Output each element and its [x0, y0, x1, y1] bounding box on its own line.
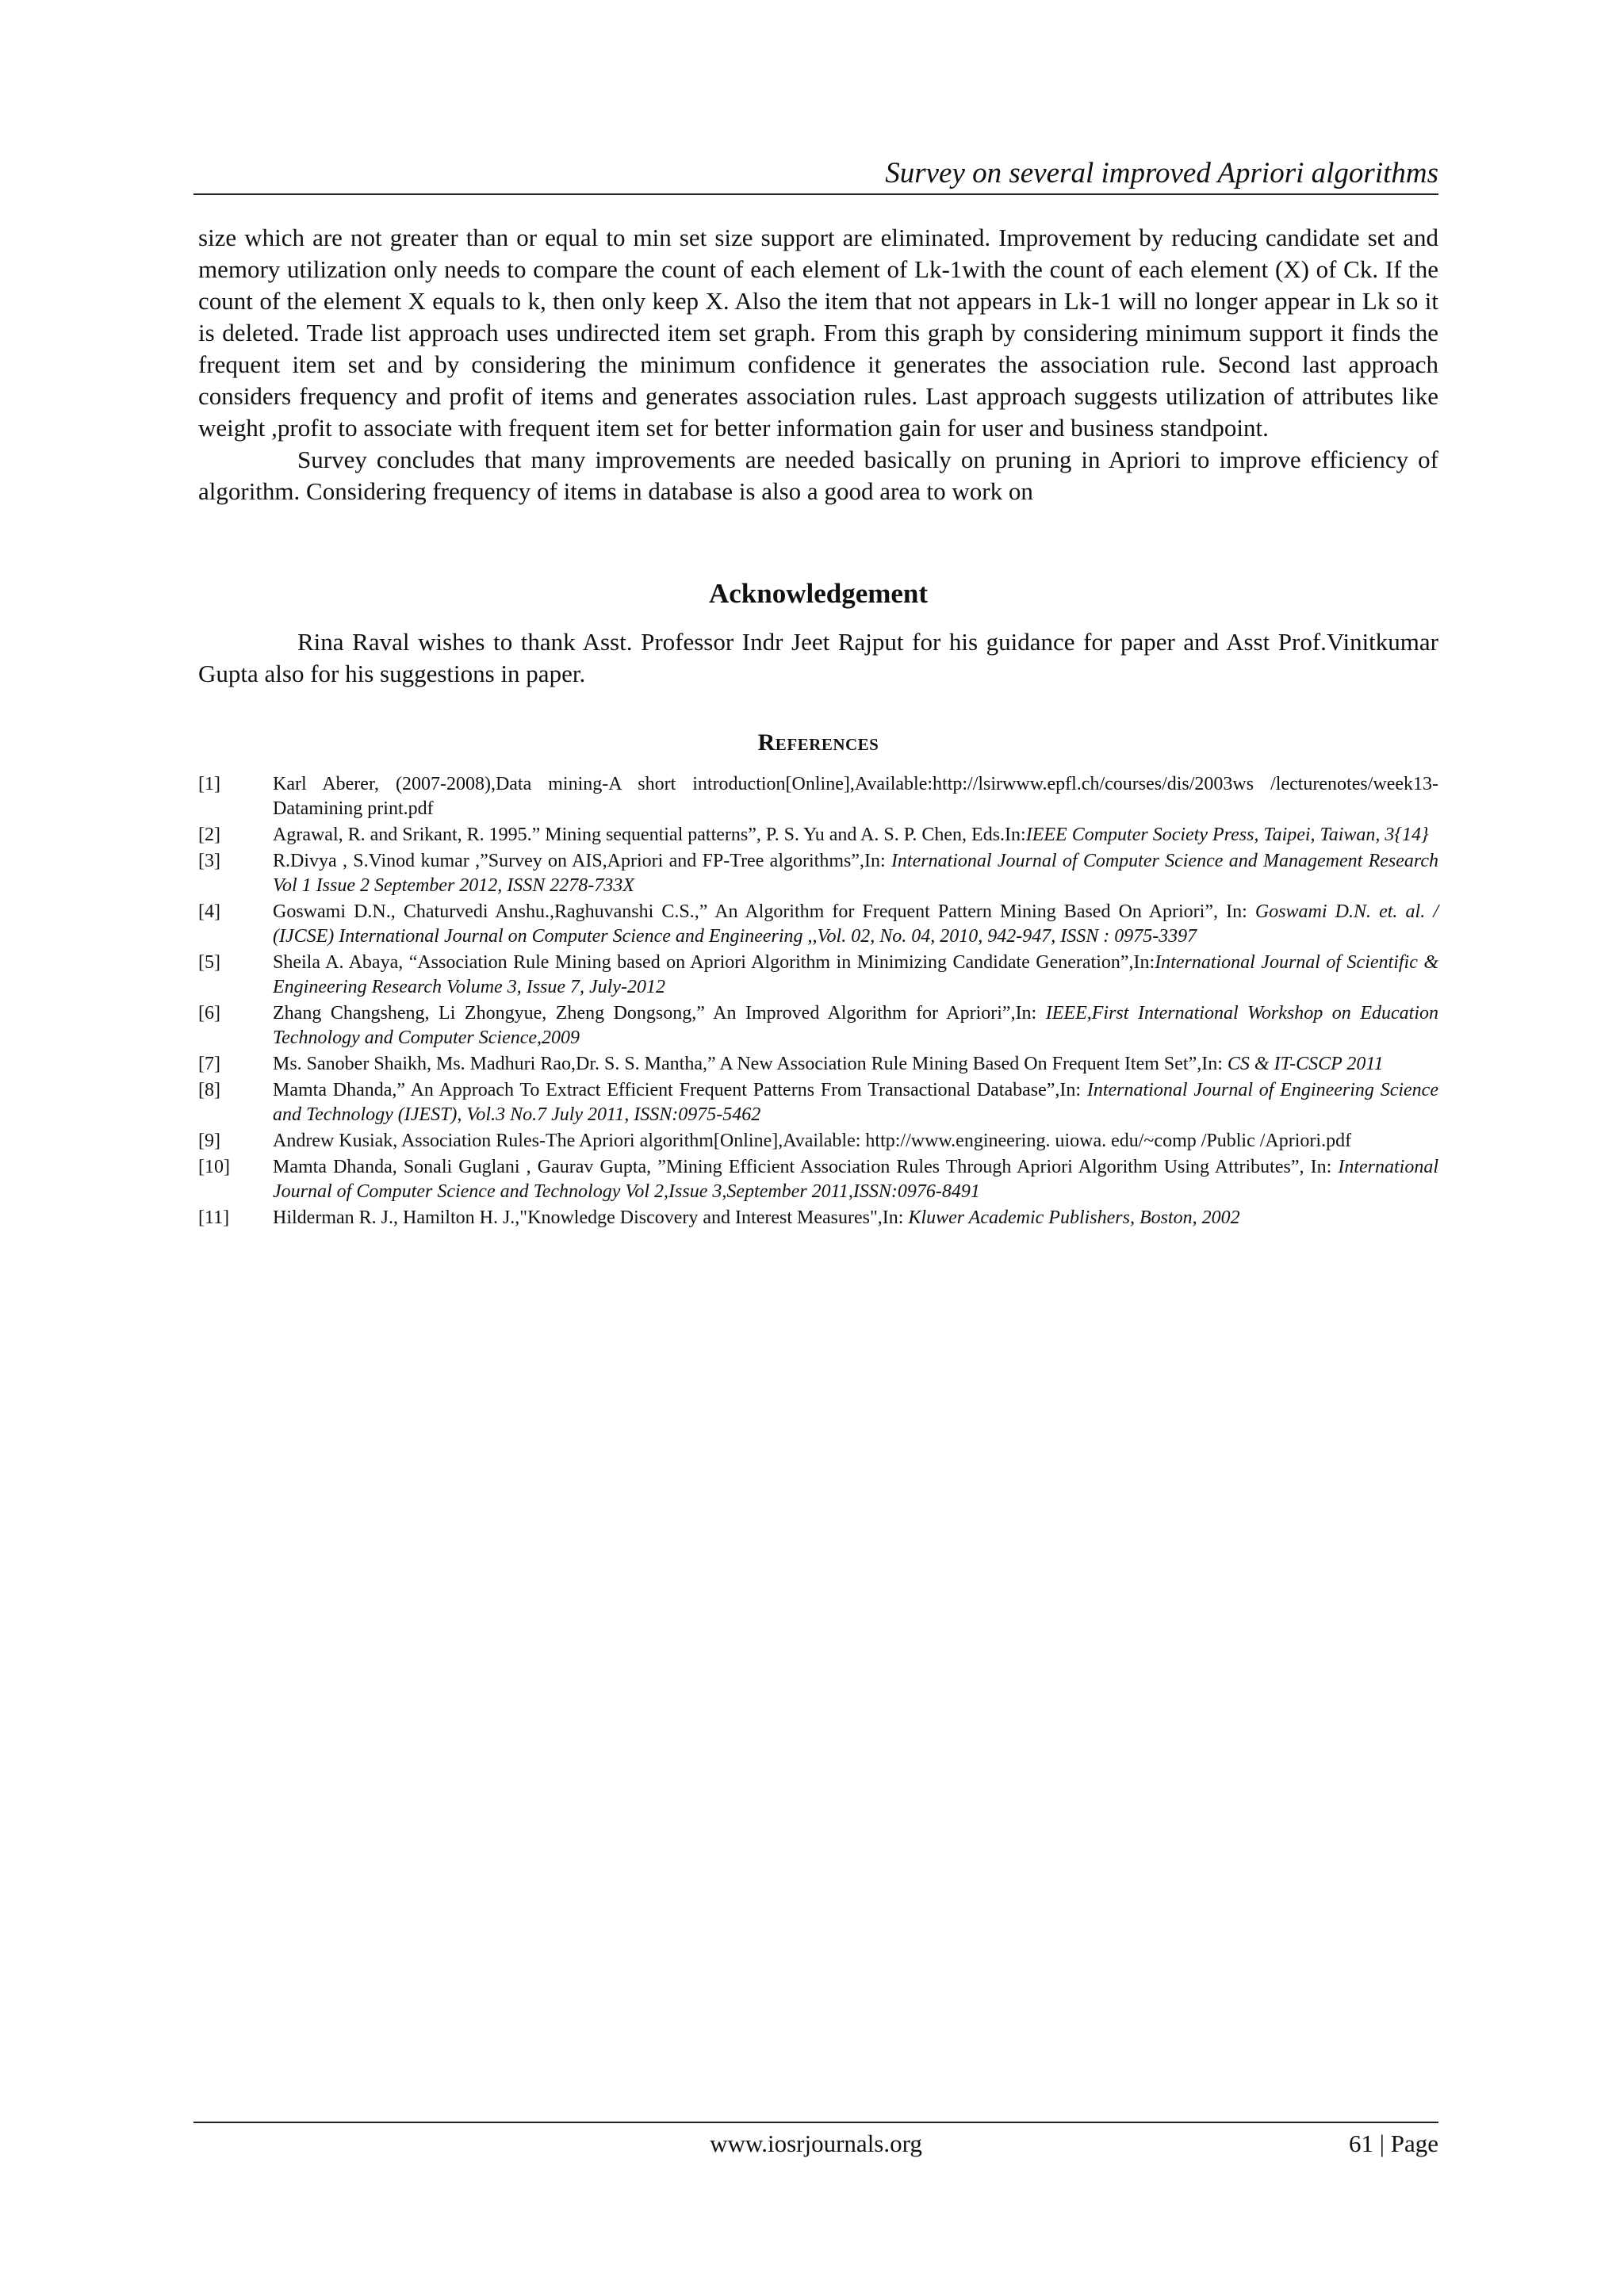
reference-number: [5] [198, 952, 220, 973]
reference-item [198, 849, 1438, 898]
reference-number: [7] [198, 1054, 220, 1074]
reference-number: [8] [198, 1080, 220, 1100]
reference-item [198, 1206, 1438, 1230]
header-rule [193, 193, 1438, 195]
running-header: Survey on several improved Apriori algorithms [885, 157, 1438, 189]
reference-item [198, 1155, 1438, 1204]
paragraph-1: size which are not greater than or equal to min set size support are eliminated. Improvement by reducing candidate set and memory utilization only needs to compare the count of each element of Lk-1with the count of each element (X) of Ck. If the count of the element X equals to k, then only keep X. Also the item that not appears in Lk-1 will no longer appear in Lk so it is deleted. Trade list approach uses undirected item set graph. From this graph by considering minimum support it finds the frequent item set and by considering the minimum confidence it generates the association rule. Second last approach considers frequency and profit of items and generates association rules. Last approach suggests utilization of attributes like weight ,profit to associate with frequent item set for better information gain for user and business standpoint. [198, 224, 1438, 442]
reference-item [198, 772, 1438, 821]
body-text [198, 222, 1438, 507]
reference-number: [1] [198, 774, 220, 794]
reference-item [198, 1052, 1438, 1077]
reference-number: [6] [198, 1003, 220, 1024]
reference-body: Mamta Dhanda, Sonali Guglani , Gaurav Gupta, ”Mining Efficient Association Rules Through Apriori Algorithm Using Attributes”, In: International Journal of Computer Science and Technology Vol 2,Issue 3,September 2011,ISSN:0976-8491 [273, 1157, 1438, 1202]
reference-item [198, 900, 1438, 949]
reference-body: Agrawal, R. and Srikant, R. 1995.” Mining sequential patterns”, P. S. Yu and A. S. P. Chen, Eds.In:IEEE Computer Society Press, Taipei, Taiwan, 3{14} [273, 825, 1429, 845]
reference-item [198, 1078, 1438, 1127]
reference-body: Mamta Dhanda,” An Approach To Extract Efficient Frequent Patterns From Transactional Database”,In: International Journal of Engineering Science and Technology (IJEST), Vol.3 No.7 July 2011, ISSN:0975-5462 [273, 1080, 1438, 1125]
reference-body: Zhang Changsheng, Li Zhongyue, Zheng Dongsong,” An Improved Algorithm for Apriori”,In: IEEE,First International Workshop on Education Technology and Computer Science,2009 [273, 1003, 1438, 1048]
acknowledgement-heading: Acknowledgement [708, 578, 929, 609]
reference-number: [11] [198, 1207, 230, 1228]
reference-number: [4] [198, 901, 220, 922]
footer-rule [193, 2122, 1438, 2123]
footer-url: www.iosrjournals.org [710, 2130, 922, 2157]
reference-body: R.Divya , S.Vinod kumar ,”Survey on AIS,Apriori and FP-Tree algorithms”,In: International Journal of Computer Science and Management Research Vol 1 Issue 2 September 2012, ISSN 2278-733X [273, 851, 1438, 896]
reference-body: Hilderman R. J., Hamilton H. J.,"Knowledge Discovery and Interest Measures",In: Kluwer Academic Publishers, Boston, 2002 [273, 1207, 1240, 1228]
reference-item [198, 951, 1438, 1000]
reference-body: Goswami D.N., Chaturvedi Anshu.,Raghuvanshi C.S.,” An Algorithm for Frequent Pattern Mining Based On Apriori”, In: Goswami D.N. et. al. / (IJCSE) International Journal on Computer Science and Engineering ,,Vol. 02, No. 04, 2010, 942-947, ISSN : 0975-3397 [273, 901, 1438, 947]
reference-body: Andrew Kusiak, Association Rules-The Apriori algorithm[Online],Available: http://www.engineering. uiowa. edu/~comp /Public /Apriori.pdf [273, 1131, 1352, 1151]
footer-page-number: 61 | Page [1349, 2130, 1438, 2157]
reference-number: [3] [198, 851, 220, 871]
reference-body: Ms. Sanober Shaikh, Ms. Madhuri Rao,Dr. S. S. Mantha,” A New Association Rule Mining Based On Frequent Item Set”,In: CS & IT-CSCP 2011 [273, 1054, 1384, 1074]
reference-number: [2] [198, 825, 220, 845]
references-heading: References [757, 729, 879, 756]
reference-number: [9] [198, 1131, 220, 1151]
reference-item [198, 823, 1438, 848]
reference-item [198, 1001, 1438, 1050]
reference-item [198, 1129, 1438, 1154]
acknowledgement-text: Rina Raval wishes to thank Asst. Professor Indr Jeet Rajput for his guidance for paper and Asst Prof.Vinitkumar Gupta also for his suggestions in paper. [198, 628, 1438, 687]
paragraph-2: Survey concludes that many improvements are needed basically on pruning in Apriori to improve efficiency of algorithm. Considering frequency of items in database is also a good area to work on [198, 446, 1438, 505]
reference-number: [10] [198, 1157, 230, 1177]
reference-body: Sheila A. Abaya, “Association Rule Mining based on Apriori Algorithm in Minimizing Candidate Generation”,In:International Journal of Scientific & Engineering Research Volume 3, Issue 7, July-2012 [273, 952, 1438, 997]
references-list [198, 772, 1438, 1232]
reference-body: Karl Aberer, (2007-2008),Data mining-A short introduction[Online],Available:http://lsirwww.epfl.ch/courses/dis/2003ws /lecturenotes/week13-Datamining print.pdf [273, 774, 1438, 819]
